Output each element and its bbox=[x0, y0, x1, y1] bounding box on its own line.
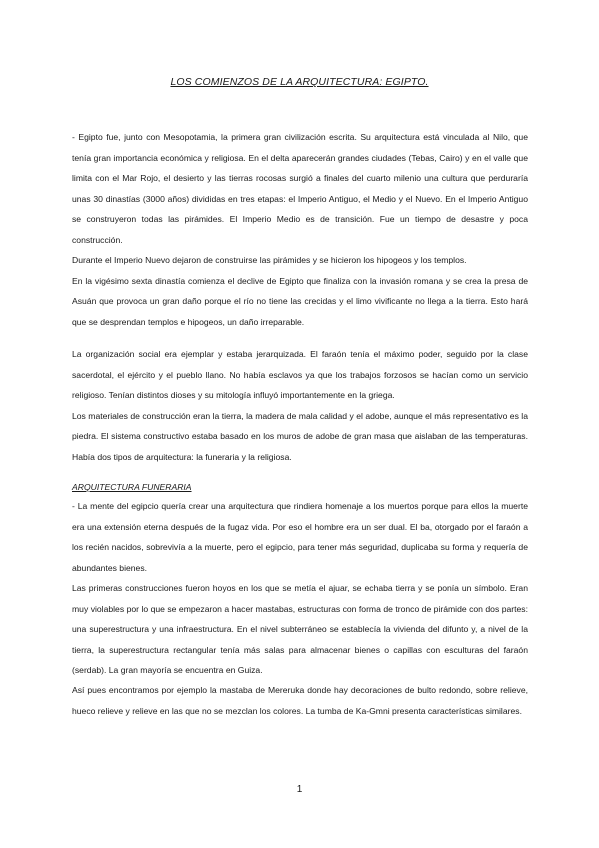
paragraph-declive: En la vigésimo sexta dinastía comienza el declive de Egipto que finaliza con la invasión romana y se crea la presa de Asuán que provoca un gran daño porque el río no tiene las crecidas y el limo vivificante no llega a la tierra. Esto hará que se desprendan templos e hipogeos, un daño irreparable. bbox=[72, 275, 528, 327]
paragraph-organizacion-social: La organización social era ejemplar y estaba jerarquizada. El faraón tenía el máximo poder, seguido por la clase sacerdotal, el ejército y el pueblo llano. No había esclavos ya que los trabajos forzosos se hacían como un servicio religioso. Tenían distintos dioses y su mitología influyó importantemente en la griega. bbox=[72, 349, 528, 400]
paragraph-mente-egipcio: - La mente del egipcio quería crear una arquitectura que rindiera homenaje a los muertos porque para ellos la muerte era una extensión eterna después de la fugaz vida. Por eso el hombre era un ser dual. El ba, otorgado por el faraón a los recién nacidos, sobrevivía a la muerte, pero el egipcio, para tener más seguridad, duplicaba su forma y requería de abundantes bienes. bbox=[72, 501, 528, 573]
page-number: 1 bbox=[296, 784, 303, 795]
paragraph-materiales: Los materiales de construcción eran la tierra, la madera de mala calidad y el adobe, aunque el más representativo es la piedra. El sistema constructivo estaba basado en los muros de adobe de gran masa que aislaban de las temperaturas. Había dos tipos de arquitectura: la funeraria y la religiosa. bbox=[72, 410, 528, 462]
paragraph-imperio-nuevo: Durante el Imperio Nuevo dejaron de construirse las pirámides y se hicieron los hipogeos y los templos. bbox=[72, 255, 467, 265]
document-title: LOS COMIENZOS DE LA ARQUITECTURA: EGIPTO. bbox=[170, 76, 429, 88]
funeraria-section bbox=[72, 496, 528, 681]
paragraph-intro: - Egipto fue, junto con Mesopotamia, la primera gran civilización escrita. Su arquitectura está vinculada al Nilo, que tenía gran importancia económica y religiosa. En el delta aparecerán grandes ciudades (Tebas, Cairo) y en el valle que limita con el Mar Rojo, el desierto y las tierras rocosas surgió a finales del cuarto milenio una cultura que perduraría unas 30 dinastías (3000 años) divididas en tres etapas: el Imperio Antiguo, el Medio y el Nuevo. En el Imperio Antiguo se construyeron todas las pirámides. El Imperio Medio es de transición. Fue un tiempo de desastre y poca construcción. bbox=[72, 132, 528, 245]
social-section bbox=[72, 344, 528, 467]
closing-section bbox=[72, 680, 528, 721]
paragraph-mereruka: Así pues encontramos por ejemplo la mastaba de Mereruka donde hay decoraciones de bulto redondo, sobre relieve, hueco relieve y relieve en las que no se mezclan los colores. La tumba de Ka-Gmni presenta características similares. bbox=[72, 685, 528, 716]
intro-section bbox=[72, 127, 528, 332]
paragraph-primeras-construcciones: Las primeras construcciones fueron hoyos en los que se metía el ajuar, se echaba tierra y se ponía un símbolo. Eran muy violables por lo que se empezaron a hacer mastabas, estructuras con forma de tronco de pirámide con dos partes: una superestructura y una infraestructura. En el nivel subterráneo se establecía la vivienda del difunto y, a nivel de la tierra, la superestructura rectangular tenía más salas para almacenar bienes o capillas con esculturas del faraón (serdab). La gran mayoría se encuentra en Guiza. bbox=[72, 583, 528, 675]
section-heading: ARQUITECTURA FUNERARIA bbox=[72, 482, 192, 492]
